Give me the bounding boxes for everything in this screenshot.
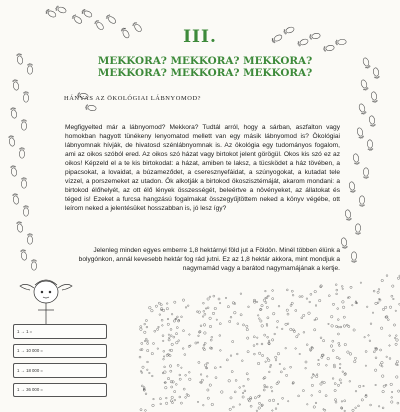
footprint-icon — [23, 92, 28, 103]
body-paragraph-2: Jelenleg minden egyes emberre 1,8 hektárnyi föld jut a Földön. Minél többen élünk a bolygónkon, annál kevesebb hektár fog rád jutni. Ez az 1,8 hektár akkora, mint mondjuk a nagymamád vagy a barátod nagymamájának a kertje. — [78, 247, 340, 272]
footprint-icon — [21, 120, 26, 131]
footprint-icon — [359, 196, 364, 207]
footprint-icon — [367, 140, 373, 151]
headline-line-2: MEKKORA? MEKKORA? MEKKORA? — [97, 67, 313, 79]
footprint-icon — [10, 165, 17, 176]
footprint-icon — [349, 181, 356, 192]
footprint-icon — [71, 14, 83, 25]
headline-line-1: MEKKORA? MEKKORA? MEKKORA? — [97, 55, 313, 67]
conversion-row: 1 → 36 000 = — [13, 383, 107, 398]
footprint-icon — [45, 8, 57, 18]
conversion-row: 1 → 1 = — [13, 324, 107, 339]
footprint-icon — [21, 178, 26, 189]
footprint-icon — [353, 153, 360, 164]
footprint-icon — [355, 224, 360, 235]
footprint-icon — [345, 209, 352, 220]
section-subheading: HÁNYAS AZ ÖKOLÓGIAI LÁBNYOMOD? — [64, 95, 202, 102]
chapter-headline — [60, 55, 350, 79]
footprint-icon — [105, 14, 117, 25]
footprint-icon — [19, 148, 24, 159]
chapter-number: III. — [183, 27, 217, 47]
footprint-icon — [351, 252, 356, 263]
conversion-row: 1 → 18 000 = — [13, 363, 107, 378]
footprint-icon — [23, 206, 28, 217]
footprint-icon — [362, 57, 371, 69]
footprint-icon — [12, 193, 19, 204]
footprint-icon — [8, 135, 15, 146]
body-paragraph-1: Megfigyelted már a lábnyomod? Mekkora? Tudtál arról, hogy a sárban, aszfalton vagy homokban hagyott tünékeny lenyomatod mellett van egy másik lábnyomod is? Ökológiai lábnyomnak hívják, de hivatosd szénlábnyomnak is. Az ökológia egy tudományos fogalom, ami az oikos szóból ered. Az oikos szó házat vagy birtokot jelent görögül. Okos kis szó ez az oikos! Képzeld el a te kis birtokodat: a házat, amiben te laksz, a tücsködet a ház tövében, a pipacsokat, a lovaidat, a búzameződet, a cseresznyefáidat, a szúnyogokat, a kutadat tele vízzel, a porszemeket az utadon. Ők alkotják a birtokod ökoszisztémáját, akarom mondani: a birtokod élőhelyét, az ott élő lények összességét, beleértve a növényeket, az állatokat és téged is! Ezeket a furcsa hangzású fogalmakat összegyűjtöttem neked a könyv végébe, ott leírom neked a jelentésüket hosszabban is, jó lesz így? — [65, 124, 340, 212]
footprint-icon — [55, 5, 67, 14]
footprint-icon — [360, 79, 369, 91]
footprint-icon — [27, 64, 32, 75]
footprint-icon — [373, 67, 380, 78]
footprint-icon — [371, 91, 378, 102]
footprint-icon — [81, 8, 93, 18]
conversion-row: 1 → 10 000 = — [13, 344, 107, 359]
footprint-icon — [16, 53, 23, 64]
footprint-icon — [27, 234, 32, 245]
conversion-table — [13, 324, 107, 396]
footprint-icon — [356, 127, 364, 139]
footprint-icon — [31, 260, 36, 271]
footprint-icon — [363, 168, 368, 179]
footprint-icon — [341, 237, 348, 248]
footprint-icon — [85, 104, 96, 111]
dotted-field-icon — [139, 275, 400, 412]
footprint-icon — [16, 221, 23, 232]
footprint-icon — [358, 103, 367, 115]
footprint-icon — [10, 107, 17, 118]
footprint-icon — [20, 249, 27, 260]
footprint-icon — [12, 79, 19, 90]
footprint-icon — [369, 115, 376, 126]
